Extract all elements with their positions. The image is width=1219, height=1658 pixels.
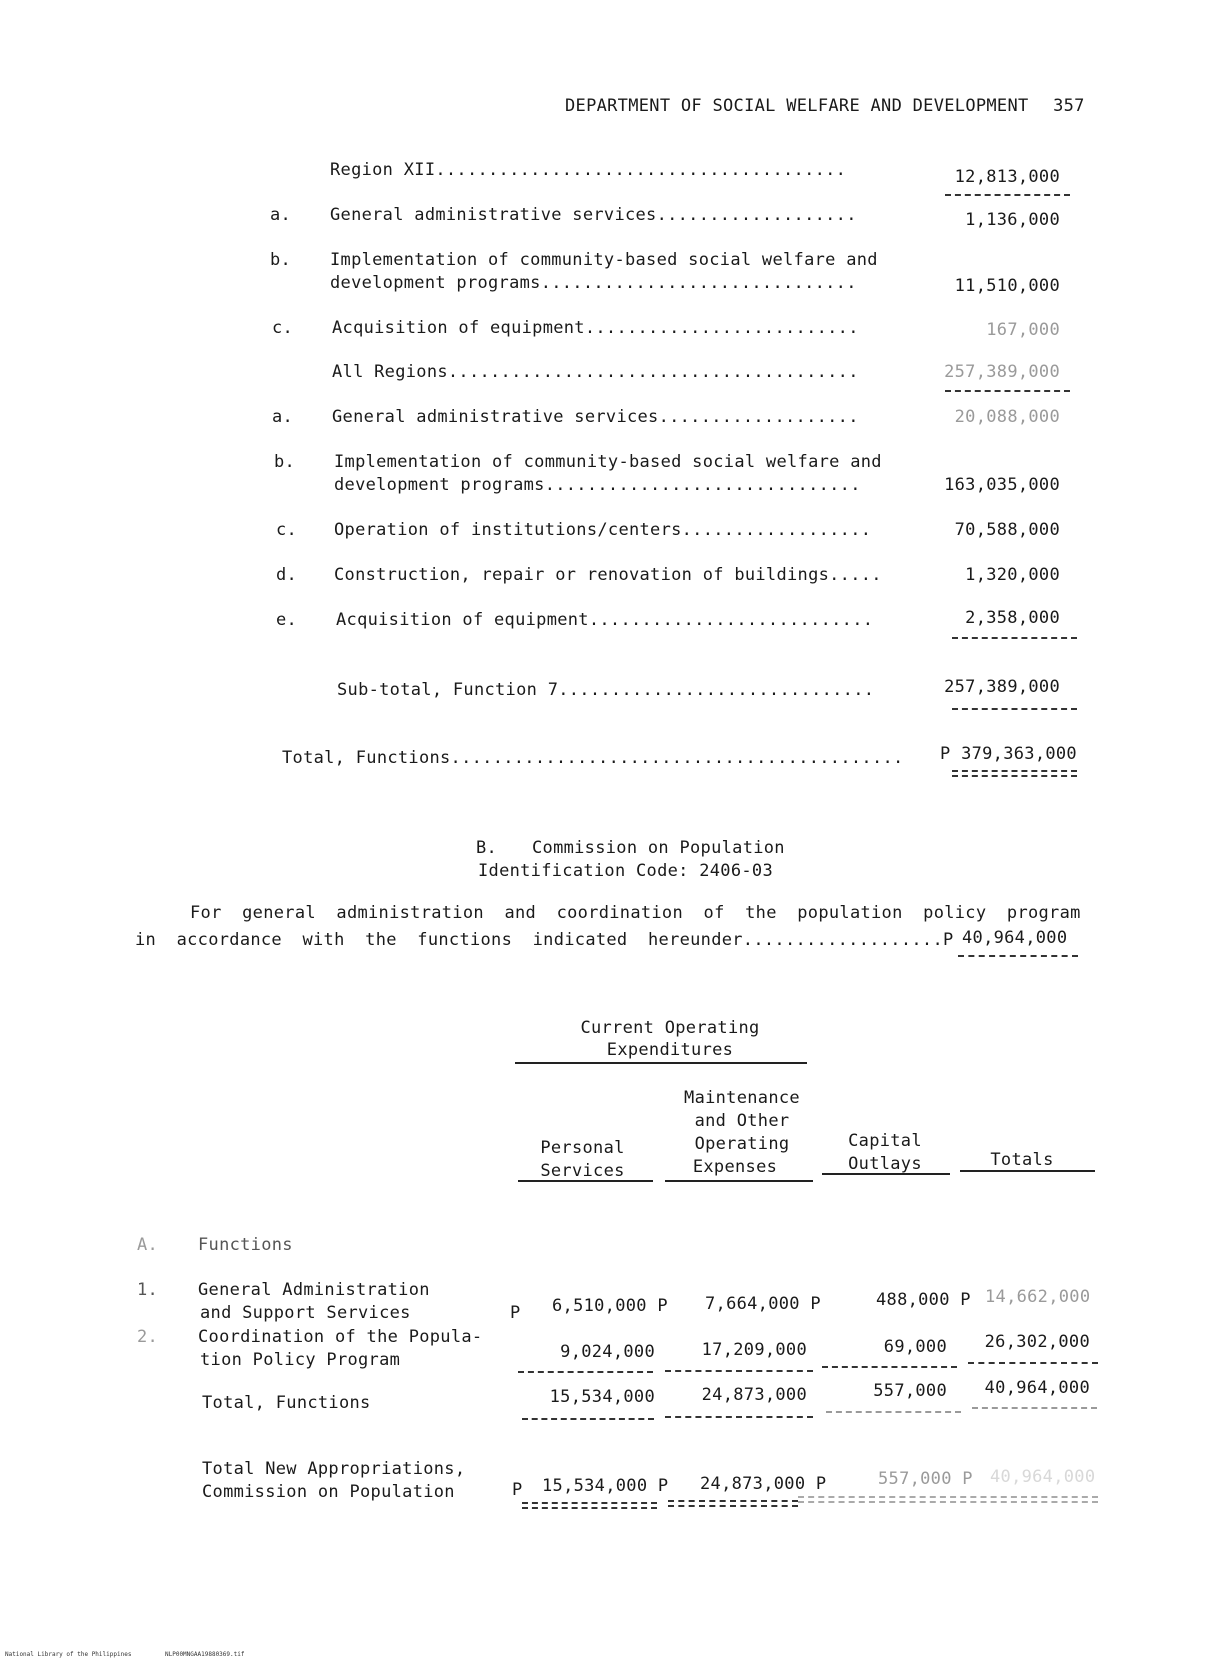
total-new-label-line1: Total New Appropriations, bbox=[202, 1459, 466, 1479]
col-personal-line1: Personal bbox=[540, 1138, 625, 1158]
double-underline bbox=[798, 1496, 1098, 1503]
item-amount: 11,510,000 bbox=[954, 276, 1060, 296]
double-underline bbox=[668, 1500, 798, 1507]
row-label-line2: and Support Services bbox=[200, 1303, 411, 1323]
col-rule bbox=[822, 1173, 950, 1175]
item-amount: 167,000 bbox=[986, 320, 1060, 340]
double-underline bbox=[522, 1502, 657, 1509]
cell-ps: 15,534,000 P bbox=[542, 1476, 669, 1496]
item-letter: d. bbox=[276, 565, 298, 585]
cell-ps: 15,534,000 bbox=[549, 1387, 655, 1407]
item-text: General administrative services................... bbox=[330, 205, 857, 225]
region-xii-label: Region XII....................................... bbox=[330, 160, 847, 180]
col-rule bbox=[518, 1180, 653, 1182]
total-new-label-line2: Commission on Population bbox=[202, 1482, 455, 1502]
section-b-paragraph-line2: in accordance with the functions indicated hereunder...................P bbox=[135, 930, 954, 950]
item-letter: c. bbox=[272, 318, 294, 338]
total-label: Total, Functions........................................... bbox=[282, 748, 904, 768]
cell-mooe: 17,209,000 bbox=[701, 1340, 807, 1360]
item-amount: 70,588,000 bbox=[954, 520, 1060, 540]
section-b-letter: B. bbox=[476, 838, 498, 858]
cell-ps: 9,024,000 bbox=[560, 1342, 655, 1362]
cell-co: 488,000 P bbox=[876, 1290, 971, 1310]
section-b-code: Identification Code: 2406-03 bbox=[478, 861, 773, 881]
cell-co: 69,000 bbox=[883, 1337, 947, 1357]
row-peso-sign: P bbox=[510, 1303, 521, 1323]
row-label-line1: Coordination of the Popula- bbox=[198, 1327, 483, 1347]
item-text: development programs.............................. bbox=[330, 273, 857, 293]
cell-mooe: 7,664,000 P bbox=[705, 1294, 821, 1314]
col-rule bbox=[665, 1180, 813, 1182]
col-mooe-line2: and Other bbox=[694, 1111, 790, 1131]
row-label-line1: General Administration bbox=[198, 1280, 430, 1300]
item-text: Operation of institutions/centers.................. bbox=[334, 520, 872, 540]
cell-total: 40,964,000 bbox=[984, 1378, 1090, 1398]
row-peso-sign: P bbox=[512, 1480, 523, 1500]
all-regions-label: All Regions....................................... bbox=[332, 362, 859, 382]
item-letter: b. bbox=[270, 250, 292, 270]
item-text: Implementation of community-based social welfare and bbox=[330, 250, 878, 270]
subtotal-label: Sub-total, Function 7.............................. bbox=[337, 680, 875, 700]
item-amount: 1,320,000 bbox=[965, 565, 1060, 585]
item-text: Acquisition of equipment.......................... bbox=[332, 318, 859, 338]
group-header-rule bbox=[515, 1062, 807, 1064]
col-capital-line2: Outlays bbox=[848, 1154, 922, 1174]
cell-total: 14,662,000 bbox=[985, 1287, 1091, 1307]
item-letter: e. bbox=[276, 610, 298, 630]
item-letter: a. bbox=[270, 205, 292, 225]
section-b-amount: 40,964,000 bbox=[962, 928, 1068, 948]
divider bbox=[945, 390, 1070, 392]
cell-total: 26,302,000 bbox=[984, 1332, 1090, 1352]
cell-co: 557,000 P bbox=[878, 1469, 973, 1489]
divider bbox=[968, 1362, 1098, 1364]
region-xii-amount: 12,813,000 bbox=[954, 167, 1060, 187]
item-text: Implementation of community-based social welfare and bbox=[334, 452, 882, 472]
divider bbox=[945, 194, 1070, 196]
page-header bbox=[565, 96, 1085, 116]
divider bbox=[665, 1416, 813, 1418]
divider bbox=[952, 637, 1077, 639]
cell-mooe: 24,873,000 bbox=[701, 1385, 807, 1405]
section-a-letter: A. bbox=[137, 1235, 159, 1255]
divider bbox=[952, 708, 1077, 710]
item-text: development programs.............................. bbox=[334, 475, 861, 495]
item-letter: b. bbox=[274, 452, 296, 472]
item-amount: 1,136,000 bbox=[965, 210, 1060, 230]
divider bbox=[522, 1418, 654, 1420]
divider bbox=[665, 1370, 813, 1372]
footer-file: NLP00MNGAA19880369.tif bbox=[165, 1651, 245, 1658]
item-amount: 20,088,000 bbox=[954, 407, 1060, 427]
item-letter: c. bbox=[276, 520, 298, 540]
item-text: Acquisition of equipment........................... bbox=[336, 610, 874, 630]
group-header-line1: Current Operating bbox=[580, 1018, 760, 1038]
cell-ps: 6,510,000 P bbox=[552, 1296, 668, 1316]
item-amount: 163,035,000 bbox=[944, 475, 1060, 495]
row-num: 1. bbox=[137, 1280, 159, 1300]
item-text: General administrative services................... bbox=[332, 407, 859, 427]
item-text: Construction, repair or renovation of buildings..... bbox=[334, 565, 882, 585]
section-b-paragraph-line1: For general administration and coordination of the population policy program bbox=[190, 903, 1081, 923]
col-mooe-line1: Maintenance bbox=[684, 1088, 800, 1108]
cell-co: 557,000 bbox=[873, 1381, 947, 1401]
item-letter: a. bbox=[272, 407, 294, 427]
divider bbox=[826, 1411, 961, 1413]
total-functions-label: Total, Functions bbox=[202, 1393, 371, 1413]
group-header-line2: Expenditures bbox=[606, 1040, 734, 1060]
subtotal-amount: 257,389,000 bbox=[944, 677, 1060, 697]
section-b-title: Commission on Population bbox=[532, 838, 785, 858]
footer-library: National Library of the Philippines bbox=[5, 1651, 132, 1658]
divider bbox=[972, 1407, 1097, 1409]
col-mooe-line3: Operating bbox=[694, 1134, 790, 1154]
col-totals: Totals bbox=[990, 1150, 1054, 1170]
double-underline bbox=[952, 770, 1077, 777]
row-label-line2: tion Policy Program bbox=[200, 1350, 401, 1370]
col-rule bbox=[960, 1170, 1095, 1172]
item-amount: 2,358,000 bbox=[965, 608, 1060, 628]
header-title: DEPARTMENT OF SOCIAL WELFARE AND DEVELOPMENT bbox=[565, 96, 1029, 116]
section-a-label: Functions bbox=[198, 1235, 293, 1255]
cell-mooe: 24,873,000 P bbox=[700, 1474, 827, 1494]
divider bbox=[822, 1366, 957, 1368]
divider bbox=[958, 955, 1078, 957]
page-number: 357 bbox=[1053, 96, 1085, 116]
row-num: 2. bbox=[137, 1327, 159, 1347]
col-capital-line1: Capital bbox=[848, 1131, 922, 1151]
cell-total: 40,964,000 bbox=[990, 1467, 1096, 1487]
all-regions-amount: 257,389,000 bbox=[944, 362, 1060, 382]
col-mooe-line4: Expenses bbox=[692, 1157, 778, 1177]
col-personal-line2: Services bbox=[540, 1161, 625, 1181]
divider bbox=[518, 1371, 653, 1373]
total-amount: P 379,363,000 bbox=[940, 744, 1077, 764]
